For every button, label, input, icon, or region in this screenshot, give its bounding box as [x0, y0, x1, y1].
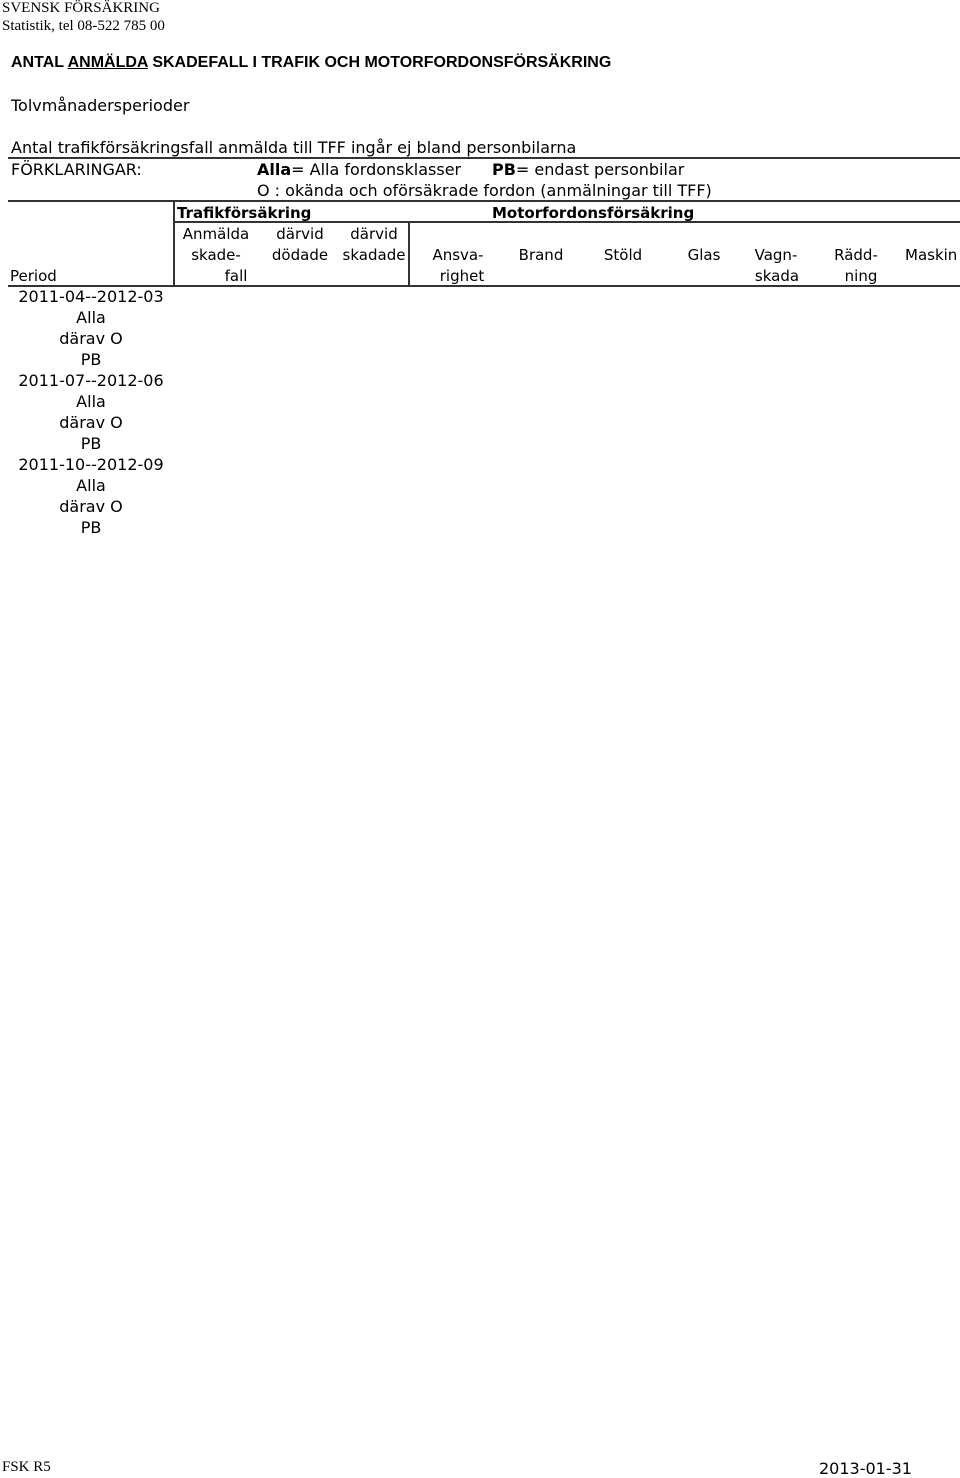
title-underlined: ANMÄLDA — [67, 54, 148, 71]
company-name: SVENSK FÖRSÄKRING — [2, 0, 160, 16]
title-prefix: ANTAL — [11, 54, 64, 71]
table-row: 2011-10--2012-09 — [18, 455, 164, 474]
col-ansvar-1: Ansva- — [432, 246, 484, 264]
page-title — [11, 54, 611, 72]
legend-pb — [492, 160, 684, 179]
col-anmalda-2: skade- — [191, 246, 241, 264]
col-period: Period — [10, 267, 57, 285]
footer-date: 2013-01-31 — [819, 1459, 912, 1478]
col-anmalda-3: fall — [224, 267, 248, 285]
table-row: Alla — [76, 392, 106, 411]
table-row: PB — [80, 434, 102, 453]
col-dodade-2: dödade — [271, 246, 329, 264]
group-trafik: Trafikförsäkring — [177, 204, 312, 222]
col-radd-2: ning — [844, 267, 878, 285]
table-row: Alla — [76, 476, 106, 495]
legend-o: O : okända och oförsäkrade fordon (anmälningar till TFF) — [257, 181, 712, 200]
table-row: 2011-07--2012-06 — [18, 371, 164, 390]
legend-alla-desc: = Alla fordonsklasser — [291, 160, 462, 179]
col-skadade-1: därvid — [350, 225, 398, 243]
col-anmalda-1: Anmälda — [182, 225, 250, 243]
legend-alla — [257, 160, 461, 179]
divider-legend — [8, 200, 960, 202]
legend-pb-desc: = endast personbilar — [515, 160, 685, 179]
table-row: PB — [80, 350, 102, 369]
note: Antal trafikförsäkringsfall anmälda till TFF ingår ej bland personbilarna — [11, 138, 577, 157]
title-rest: SKADEFALL I TRAFIK OCH MOTORFORDONSFÖRSÄKRING — [152, 54, 612, 71]
footer-code: FSK R5 — [2, 1459, 51, 1475]
table-row: 2011-04--2012-03 — [18, 287, 164, 306]
table-row: därav O — [59, 497, 123, 516]
group-motor: Motorfordonsförsäkring — [492, 204, 695, 222]
subtitle: Tolvmånadersperioder — [11, 96, 190, 115]
col-skadade-2: skadade — [342, 246, 406, 264]
table-row: Alla — [76, 308, 106, 327]
legend-label: FÖRKLARINGAR: — [11, 160, 142, 179]
col-maskin: Maskin — [905, 246, 958, 264]
table-row: därav O — [59, 329, 123, 348]
divider-group — [174, 221, 960, 223]
legend-pb-key: PB — [492, 160, 516, 179]
col-vagn-2: skada — [754, 267, 800, 285]
divider-top — [8, 157, 960, 159]
col-brand: Brand — [518, 246, 564, 264]
col-ansvar-2: righet — [439, 267, 485, 285]
col-radd-1: Rädd- — [834, 246, 878, 264]
col-dodade-1: därvid — [276, 225, 324, 243]
company-contact: Statistik, tel 08-522 785 00 — [2, 18, 165, 34]
divider-vert-left — [173, 200, 175, 286]
table-row: därav O — [59, 413, 123, 432]
table-row: PB — [80, 518, 102, 537]
col-vagn-1: Vagn- — [754, 246, 798, 264]
col-glas: Glas — [687, 246, 721, 264]
col-stold: Stöld — [603, 246, 643, 264]
legend-alla-key: Alla — [257, 160, 292, 179]
